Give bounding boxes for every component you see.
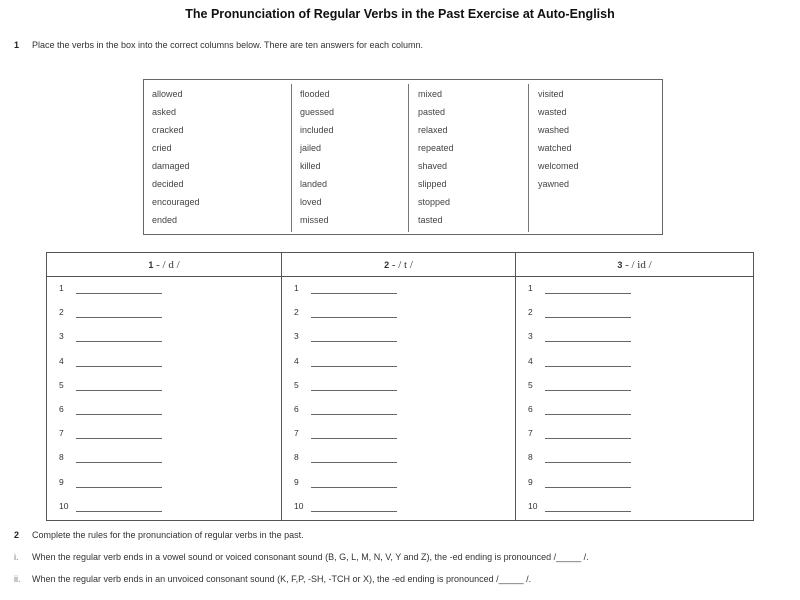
word: repeated — [418, 143, 454, 153]
answer-blank[interactable] — [545, 438, 631, 439]
answer-row: 1 — [282, 277, 515, 301]
word: killed — [300, 161, 321, 171]
answer-row: 7 — [282, 422, 515, 446]
rule-item — [14, 574, 532, 584]
answer-row: 2 — [47, 301, 281, 325]
answer-blank[interactable] — [545, 317, 631, 318]
instruction-text: Place the verbs in the box into the correct columns below. There are ten answers for each column. — [32, 40, 424, 50]
answer-row: 4 — [516, 350, 753, 374]
answer-blank[interactable] — [311, 462, 397, 463]
answer-row: 10 — [47, 495, 281, 519]
answer-row: 4 — [282, 350, 515, 374]
answer-blank[interactable] — [311, 438, 397, 439]
answer-blank[interactable] — [76, 366, 162, 367]
instruction-text: Complete the rules for the pronunciation of regular verbs in the past. — [32, 530, 304, 540]
column-header: 3 - / id / — [516, 253, 753, 277]
answer-row: 1 — [516, 277, 753, 301]
answer-blank[interactable] — [545, 462, 631, 463]
answer-row: 8 — [282, 446, 515, 470]
word: guessed — [300, 107, 335, 117]
exercise-number: 1 — [14, 40, 20, 50]
answer-table — [46, 252, 754, 521]
answer-blank[interactable] — [545, 341, 631, 342]
answer-blank[interactable] — [76, 317, 162, 318]
column-header: 2 - / t / — [282, 253, 515, 277]
answer-row: 4 — [47, 350, 281, 374]
word: pasted — [418, 107, 446, 117]
exercise-2-instruction — [14, 530, 304, 540]
answer-blank[interactable] — [545, 390, 631, 391]
rule-numeral: i. — [14, 552, 19, 562]
answer-blank[interactable] — [76, 462, 162, 463]
rule-item — [14, 552, 589, 562]
verb-word-box — [143, 79, 663, 235]
answer-row: 2 — [516, 301, 753, 325]
answer-column-d — [47, 253, 281, 520]
answer-row: 3 — [516, 325, 753, 349]
word: damaged — [152, 161, 190, 171]
word: asked — [152, 107, 177, 117]
answer-blank[interactable] — [545, 366, 631, 367]
word: washed — [538, 125, 570, 135]
answer-row: 2 — [282, 301, 515, 325]
word: welcomed — [538, 161, 579, 171]
word: ended — [152, 215, 178, 225]
answer-blank[interactable] — [76, 293, 162, 294]
word-column-2 — [291, 84, 408, 232]
answer-blank[interactable] — [76, 511, 162, 512]
answer-row: 8 — [516, 446, 753, 470]
answer-row: 5 — [516, 374, 753, 398]
answer-row: 8 — [47, 446, 281, 470]
answer-blank[interactable] — [545, 511, 631, 512]
answer-blank[interactable] — [311, 293, 397, 294]
answer-row: 10 — [282, 495, 515, 519]
answer-blank[interactable] — [545, 293, 631, 294]
word: slipped — [418, 179, 447, 189]
word: loved — [300, 197, 322, 207]
word: decided — [152, 179, 184, 189]
word: cracked — [152, 125, 184, 135]
answer-blank[interactable] — [311, 511, 397, 512]
answer-row: 6 — [47, 398, 281, 422]
answer-row: 9 — [282, 471, 515, 495]
word: tasted — [418, 215, 443, 225]
answer-blank[interactable] — [311, 341, 397, 342]
answer-blank[interactable] — [76, 414, 162, 415]
word-column-3 — [408, 84, 528, 232]
answer-blank[interactable] — [311, 414, 397, 415]
answer-blank[interactable] — [311, 366, 397, 367]
answer-row: 9 — [516, 471, 753, 495]
answer-row: 3 — [47, 325, 281, 349]
answer-row: 5 — [282, 374, 515, 398]
word: shaved — [418, 161, 448, 171]
word: mixed — [418, 89, 443, 99]
answer-blank[interactable] — [311, 390, 397, 391]
exercise-1-instruction — [14, 40, 423, 50]
answer-blank[interactable] — [76, 390, 162, 391]
word-column-1 — [144, 80, 291, 234]
word: yawned — [538, 179, 570, 189]
page-title: The Pronunciation of Regular Verbs in the Past Exercise at Auto-English — [185, 7, 615, 21]
rule-text: When the regular verb ends in an unvoiced consonant sound (K, F,P, -SH, -TCH or X), the -ed ending is pronounced /_____ /. — [32, 574, 532, 584]
word: relaxed — [418, 125, 448, 135]
rule-numeral: ii. — [14, 574, 21, 584]
answer-blank[interactable] — [311, 487, 397, 488]
rule-text: When the regular verb ends in a vowel sound or voiced consonant sound (B, G, L, M, N, V, Y and Z), the -ed ending is pronounced /_____ /. — [32, 552, 589, 562]
word: watched — [538, 143, 572, 153]
answer-blank[interactable] — [76, 341, 162, 342]
word: cried — [152, 143, 172, 153]
answer-column-t — [281, 253, 515, 520]
answer-row: 6 — [282, 398, 515, 422]
column-header: 1 - / d / — [47, 253, 281, 277]
exercise-number: 2 — [14, 530, 20, 540]
answer-column-id — [515, 253, 753, 520]
answer-row: 9 — [47, 471, 281, 495]
answer-row: 6 — [516, 398, 753, 422]
answer-row: 7 — [516, 422, 753, 446]
answer-row: 7 — [47, 422, 281, 446]
answer-blank[interactable] — [76, 438, 162, 439]
word: visited — [538, 89, 564, 99]
word: wasted — [538, 107, 567, 117]
word: stopped — [418, 197, 451, 207]
word: included — [300, 125, 334, 135]
answer-row: 3 — [282, 325, 515, 349]
answer-blank[interactable] — [545, 487, 631, 488]
answer-row: 5 — [47, 374, 281, 398]
answer-row: 1 — [47, 277, 281, 301]
word: flooded — [300, 89, 330, 99]
word: allowed — [152, 89, 183, 99]
word-column-4 — [528, 84, 662, 232]
answer-blank[interactable] — [76, 487, 162, 488]
answer-row: 10 — [516, 495, 753, 519]
word: jailed — [300, 143, 322, 153]
word: landed — [300, 179, 328, 189]
word: encouraged — [152, 197, 200, 207]
word: missed — [300, 215, 329, 225]
answer-blank[interactable] — [311, 317, 397, 318]
answer-blank[interactable] — [545, 414, 631, 415]
